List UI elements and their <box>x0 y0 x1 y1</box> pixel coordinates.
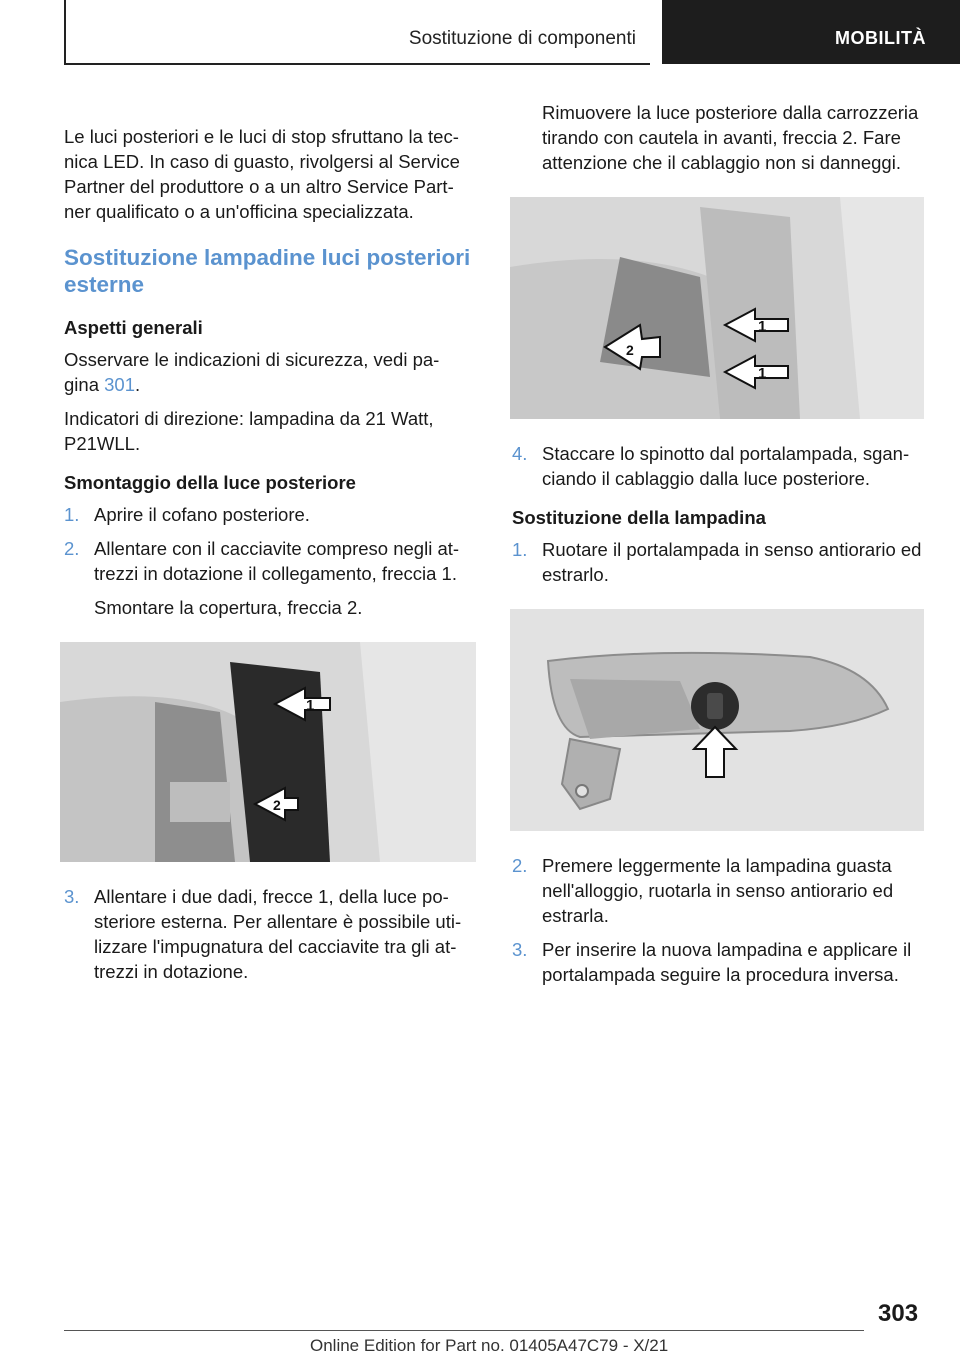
figure-label-2: 2 <box>273 797 281 813</box>
intro-paragraph: Le luci posteriori e le luci di stop sfruttano la tec-nica LED. In caso di guasto, rivolgersi al Service Partner del produttore o a un altro Service Part-ner qualificato o a un'officina specializzata. <box>64 126 460 222</box>
chapter-tab-label: MOBILITÀ <box>835 28 926 48</box>
section-heading: Sostituzione lampadine luci posteriori esterne <box>64 245 471 297</box>
safety-page-link[interactable]: 301 <box>104 374 135 395</box>
bulb-steps-cont <box>512 853 928 987</box>
safety-paragraph <box>64 347 474 397</box>
continue-paragraph: Rimuovere la luce posteriore dalla carrozzeria tirando con cautela in avanti, freccia 2. Fare attenzione che il cablaggio non si danneggi. <box>542 102 919 173</box>
step-text: Allentare con il cacciavite compreso negli at-trezzi in dotazione il collegamento, freccia 1. <box>94 538 460 584</box>
list-item <box>64 884 474 984</box>
bulb-heading: Sostituzione della lampadina <box>512 507 766 528</box>
step-number: 1. <box>64 504 80 525</box>
list-item <box>512 441 928 491</box>
tail-light-removal-illustration <box>510 197 924 419</box>
list-item <box>512 537 928 587</box>
step-text: Ruotare il portalampada in senso antiorario ed estrarlo. <box>542 539 922 585</box>
list-item <box>512 853 928 928</box>
step-text: Premere leggermente la lampadina guasta nell'alloggio, ruotarla in senso antiorario ed estrarla. <box>542 855 894 926</box>
list-item <box>64 536 474 586</box>
bulb-steps <box>512 537 928 587</box>
step-text: Staccare lo spinotto dal portalampada, sgan-ciando il cablaggio dalla luce posteriore. <box>542 443 910 489</box>
indicators-paragraph: Indicatori di direzione: lampadina da 21 Watt, P21WLL. <box>64 408 434 454</box>
bulb-holder-illustration <box>510 609 924 831</box>
bulb-holder-figure <box>510 609 924 831</box>
removal-steps-cont <box>64 884 474 984</box>
step-number: 1. <box>512 539 528 560</box>
step-number: 2. <box>64 538 80 559</box>
cover-removal-illustration <box>60 642 476 862</box>
figure-label-1b: 1 <box>758 365 767 382</box>
general-heading: Aspetti generali <box>64 317 203 338</box>
figure-label-1: 1 <box>758 318 767 335</box>
removal-steps-right <box>512 441 928 491</box>
step-number: 2. <box>512 855 528 876</box>
step-number: 3. <box>512 939 528 960</box>
list-item <box>512 937 928 987</box>
right-column <box>512 100 928 996</box>
step-text: Per inserire la nuova lampadina e applicare il portalampada seguire la procedura inversa. <box>542 939 912 985</box>
left-column <box>64 124 474 993</box>
figure-label-1: 1 <box>306 697 315 714</box>
header-underline <box>64 63 650 65</box>
tail-light-removal-figure <box>510 197 924 419</box>
step-number: 3. <box>64 886 80 907</box>
chapter-tab[interactable] <box>662 0 960 64</box>
section-title: Sostituzione di componenti <box>408 28 636 49</box>
figure-label-2: 2 <box>626 342 634 358</box>
step-text: Allentare i due dadi, frecce 1, della luce po-steriore esterna. Per allentare è possibile uti-lizzare l'impugnatura del cacciavite tra gli at-trezzi in dotazione. <box>94 886 462 982</box>
safety-text: Osservare le indicazioni di sicurezza, vedi pa-gina <box>64 349 440 395</box>
step-text: Aprire il cofano posteriore. <box>94 504 310 525</box>
step-number: 4. <box>512 443 528 464</box>
safety-suffix: . <box>135 374 141 395</box>
removal-steps <box>64 502 474 586</box>
footer-rule <box>64 1330 864 1331</box>
removal-heading: Smontaggio della luce posteriore <box>64 472 356 493</box>
list-item <box>64 502 474 527</box>
edition-note: Online Edition for Part no. 01405A47C79 - X/21 <box>310 1336 669 1355</box>
step2-note: Smontare la copertura, freccia 2. <box>94 597 363 618</box>
page-number: 303 <box>878 1300 919 1327</box>
cover-removal-figure <box>60 642 476 862</box>
